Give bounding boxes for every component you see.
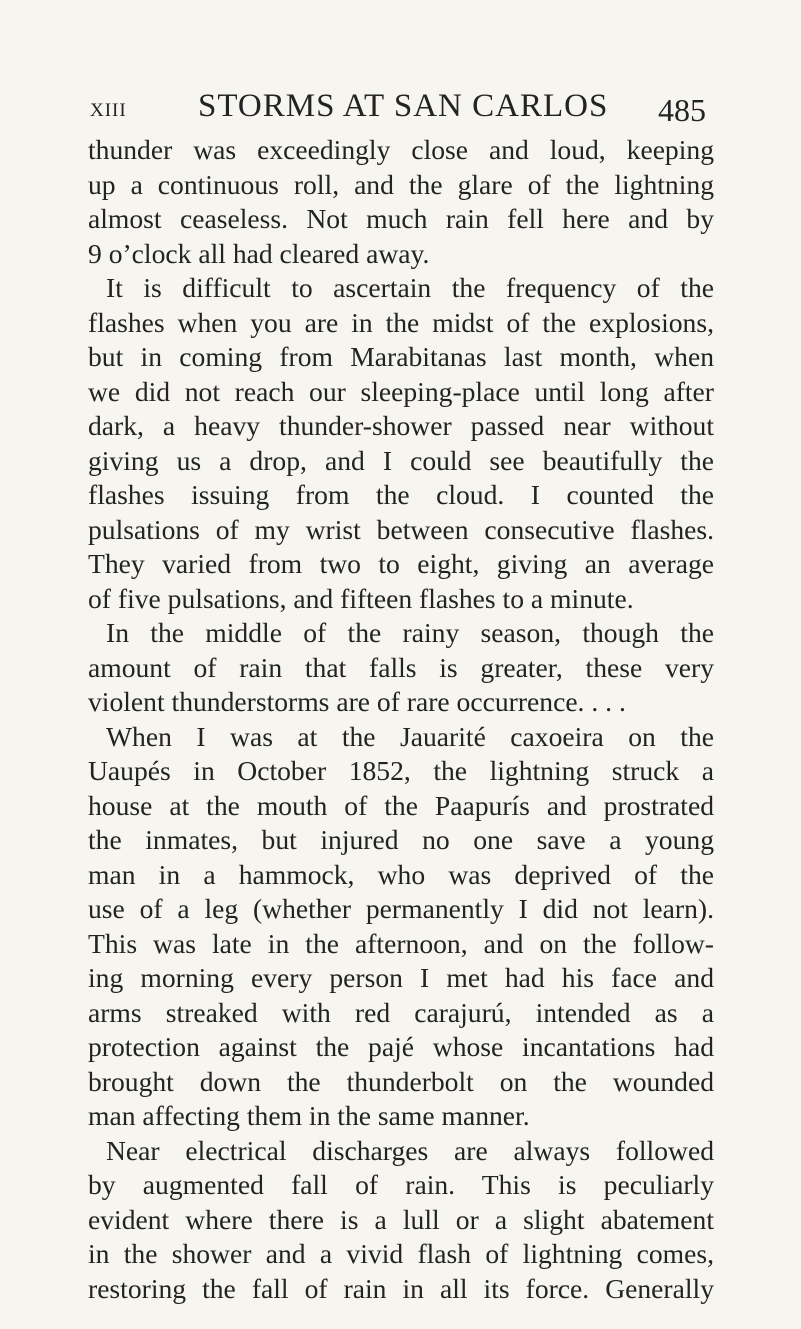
text-line: When I was at the Jauarité caxoeira on the (106, 720, 714, 752)
text-line: It is difficult to ascertain the frequency of the (106, 272, 714, 303)
text-line: house at the mouth of the Paapurís and prostrated (88, 789, 714, 821)
text-line: In the middle of the rainy season, though the (106, 617, 714, 648)
text-line: thunder was exceedingly close and loud, keeping (88, 134, 714, 165)
text-line: use of a leg (whether permanently I did not learn). (88, 893, 714, 924)
text-line: restoring the fall of rain in all its force. Generally (88, 1272, 714, 1304)
text-line: of five pulsations, and fifteen flashes to a minute. (88, 582, 634, 614)
text-line: They varied from two to eight, giving an average (88, 548, 714, 579)
text-line: almost ceaseless. Not much rain fell here and by (88, 203, 714, 234)
body-text (88, 133, 714, 1306)
running-title: STORMS AT SAN CARLOS (198, 88, 609, 124)
text-line: This was late in the afternoon, and on the follow- (88, 927, 714, 959)
text-line: but in coming from Marabitanas last month, when (88, 341, 714, 372)
text-line: protection against the pajé whose incantations had (88, 1031, 714, 1062)
text-line: we did not reach our sleeping-place until long after (88, 375, 714, 407)
text-line: 9 o’clock all had cleared away. (88, 237, 430, 269)
text-line: brought down the thunderbolt on the wounded (88, 1065, 714, 1097)
text-line: violent thunderstorms are of rare occurrence. . . . (88, 686, 626, 717)
text-line: arms streaked with red carajurú, intended as a (88, 996, 714, 1028)
text-line: flashes issuing from the cloud. I counted the (88, 479, 714, 510)
text-line: dark, a heavy thunder-shower passed near without (88, 410, 714, 441)
text-line: Near electrical discharges are always followed (106, 1134, 714, 1166)
text-line: pulsations of my wrist between consecutive flashes. (88, 513, 714, 545)
text-line: amount of rain that falls is greater, these very (88, 651, 714, 683)
text-line: the inmates, but injured no one save a young (88, 824, 714, 855)
text-line: in the shower and a vivid flash of lightning comes, (88, 1238, 714, 1269)
text-line: ing morning every person I met had his face and (88, 962, 714, 993)
chapter-number: XIII (90, 100, 127, 121)
text-line: by augmented fall of rain. This is peculiarly (88, 1169, 714, 1200)
text-line: flashes when you are in the midst of the explosions, (88, 306, 714, 338)
running-head (0, 80, 801, 130)
page-number: 485 (658, 92, 706, 128)
text-line: giving us a drop, and I could see beautifully the (88, 444, 714, 476)
text-line: Uaupés in October 1852, the lightning struck a (88, 755, 714, 786)
text-line: man in a hammock, who was deprived of the (88, 858, 714, 890)
text-line: evident where there is a lull or a slight abatement (88, 1203, 714, 1235)
text-line: man affecting them in the same manner. (88, 1100, 530, 1131)
text-line: up a continuous roll, and the glare of the lightning (88, 168, 714, 200)
